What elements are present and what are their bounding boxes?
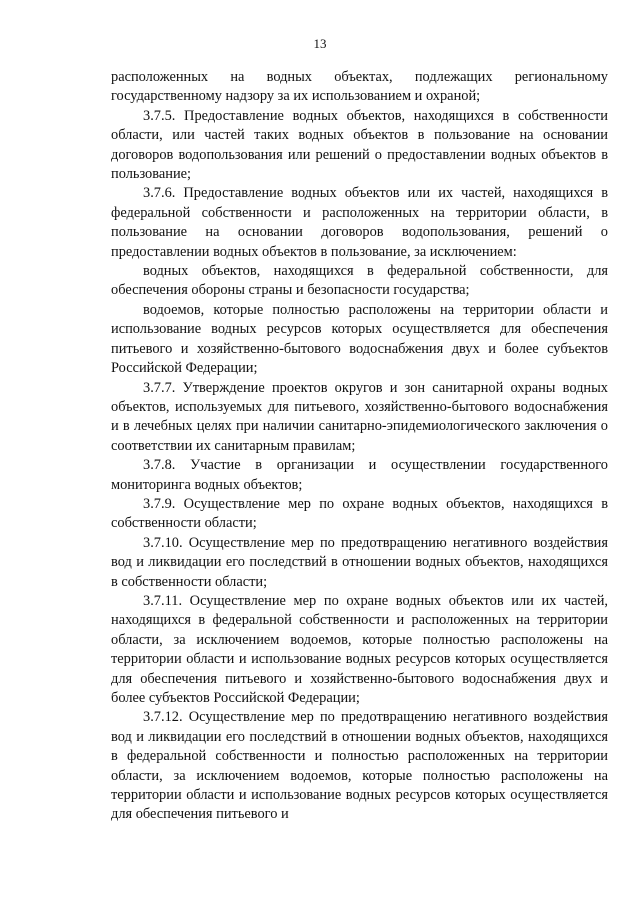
page-number: 13 [313,36,327,51]
paragraph-3-7-5: 3.7.5. Предоставление водных объектов, находящихся в собственности области, или частей таких водных объектов в пользование на основании договоров водопользования или решений о предоставлении водных объектов в пользование; [111,107,608,183]
exception-item-defense: водных объектов, находящихся в федеральной собственности, для обеспечения обороны страны и безопасности государства; [111,263,608,299]
paragraph-3-7-10: 3.7.10. Осуществление мер по предотвращению негативного воздействия вод и ликвидации его последствий в отношении водных объектов, находящихся в собственности области; [111,534,608,590]
paragraph-continuation: расположенных на водных объектах, подлежащих региональному государственному надзору за их использованием и охраной; [111,69,608,105]
paragraph-3-7-6: 3.7.6. Предоставление водных объектов или их частей, находящихся в федеральной собственности и расположенных на территории области, в пользование на основании договоров водопользования, решений о предоставлении водных объектов в пользование, за исключением: [111,185,608,260]
paragraph-3-7-8: 3.7.8. Участие в организации и осуществлении государственного мониторинга водных объектов; [111,457,608,493]
paragraph-3-7-7: 3.7.7. Утверждение проектов округов и зон санитарной охраны водных объектов, используемых для питьевого, хозяйственно-бытового водоснабжения и в лечебных целях при наличии санитарно-эпидемиологического заключения о соответствии их санитарным правилам; [111,379,608,454]
paragraph-3-7-12: 3.7.12. Осуществление мер по предотвращению негативного воздействия вод и ликвидации его последствий в отношении водных объектов, находящихся в федеральной собственности и полностью расположенных на территории области, за исключением водоемов, которые полностью расположены на территории области и использование водных ресурсов которых осуществляется для обеспечения питьевого и [111,709,608,823]
paragraph-3-7-11: 3.7.11. Осуществление мер по охране водных объектов или их частей, находящихся в федеральной собственности и расположенных на территории области, за исключением водоемов, которые полностью расположены на территории области и использование водных ресурсов которых осуществляется для обеспечения питьевого и хозяйственно-бытового водоснабжения двух и более субъектов Российской Федерации; [111,592,608,706]
document-body [111,68,608,825]
exception-item-reservoirs: водоемов, которые полностью расположены на территории области и использование водных ресурсов которых осуществляется для обеспечения питьевого и хозяйственно-бытового водоснабжения двух и более субъектов Российской Федерации; [111,301,608,377]
paragraph-3-7-9: 3.7.9. Осуществление мер по охране водных объектов, находящихся в собственности области; [111,495,608,532]
